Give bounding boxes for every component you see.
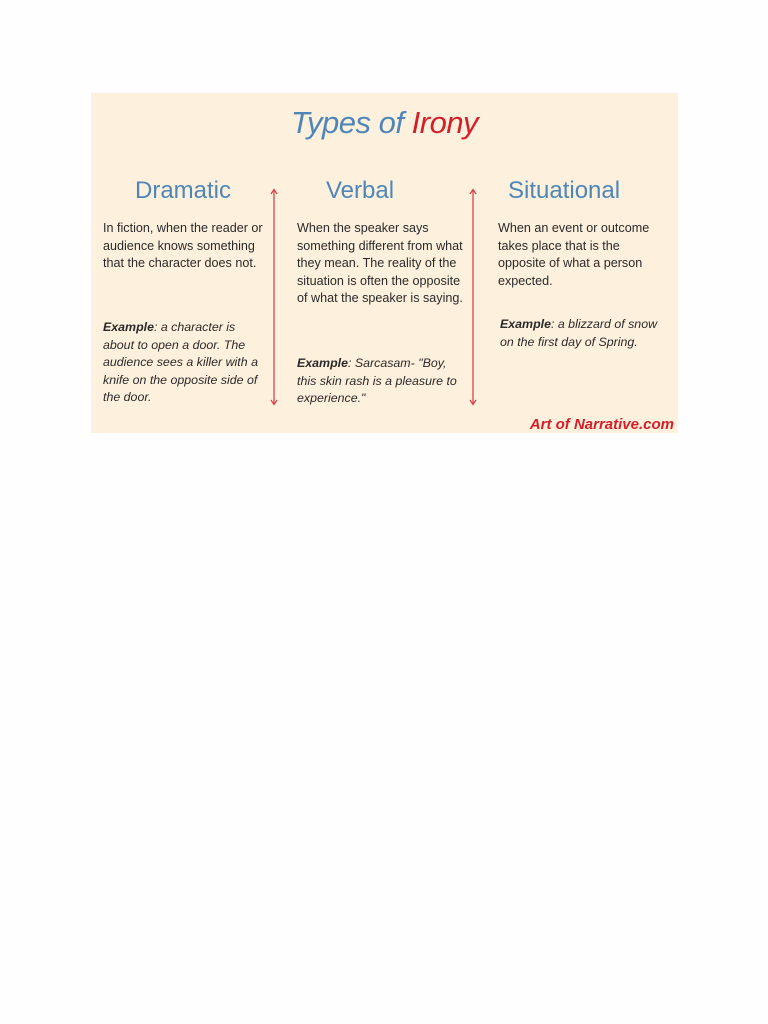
- title-part-irony: Irony: [411, 105, 479, 140]
- divider-arrow-right: [468, 188, 478, 406]
- example-verbal: [297, 355, 463, 408]
- heading-dramatic: Dramatic: [135, 177, 232, 204]
- irony-infographic: [91, 93, 678, 433]
- example-situational: [500, 316, 670, 351]
- heading-situational: Situational: [508, 177, 621, 204]
- description-situational: When an event or outcome takes place that is the opposite of what a person expected.: [498, 221, 650, 288]
- example-text: : a blizzard of snow on the first day of Spring.: [500, 317, 658, 349]
- page-title: [91, 105, 678, 141]
- example-text: : Sarcasam- "Boy, this skin rash is a pleasure to experience.": [297, 356, 457, 405]
- description-dramatic: In fiction, when the reader or audience knows something that the character does not.: [103, 221, 263, 270]
- footer-brand: Art of Narrative.com: [529, 416, 674, 433]
- divider-arrow-left: [269, 188, 279, 406]
- example-label: Example: [103, 320, 154, 334]
- example-label: Example: [500, 317, 551, 331]
- example-dramatic: [103, 319, 268, 407]
- example-label: Example: [297, 356, 348, 370]
- heading-verbal: Verbal: [326, 177, 395, 204]
- example-text: : a character is about to open a door. The audience sees a killer with a knife on the opposite side of the door.: [103, 320, 258, 404]
- title-part-types-of: Types of: [290, 105, 404, 140]
- description-verbal: When the speaker says something different from what they mean. The reality of the situation is often the opposite of what the speaker is saying.: [297, 221, 463, 305]
